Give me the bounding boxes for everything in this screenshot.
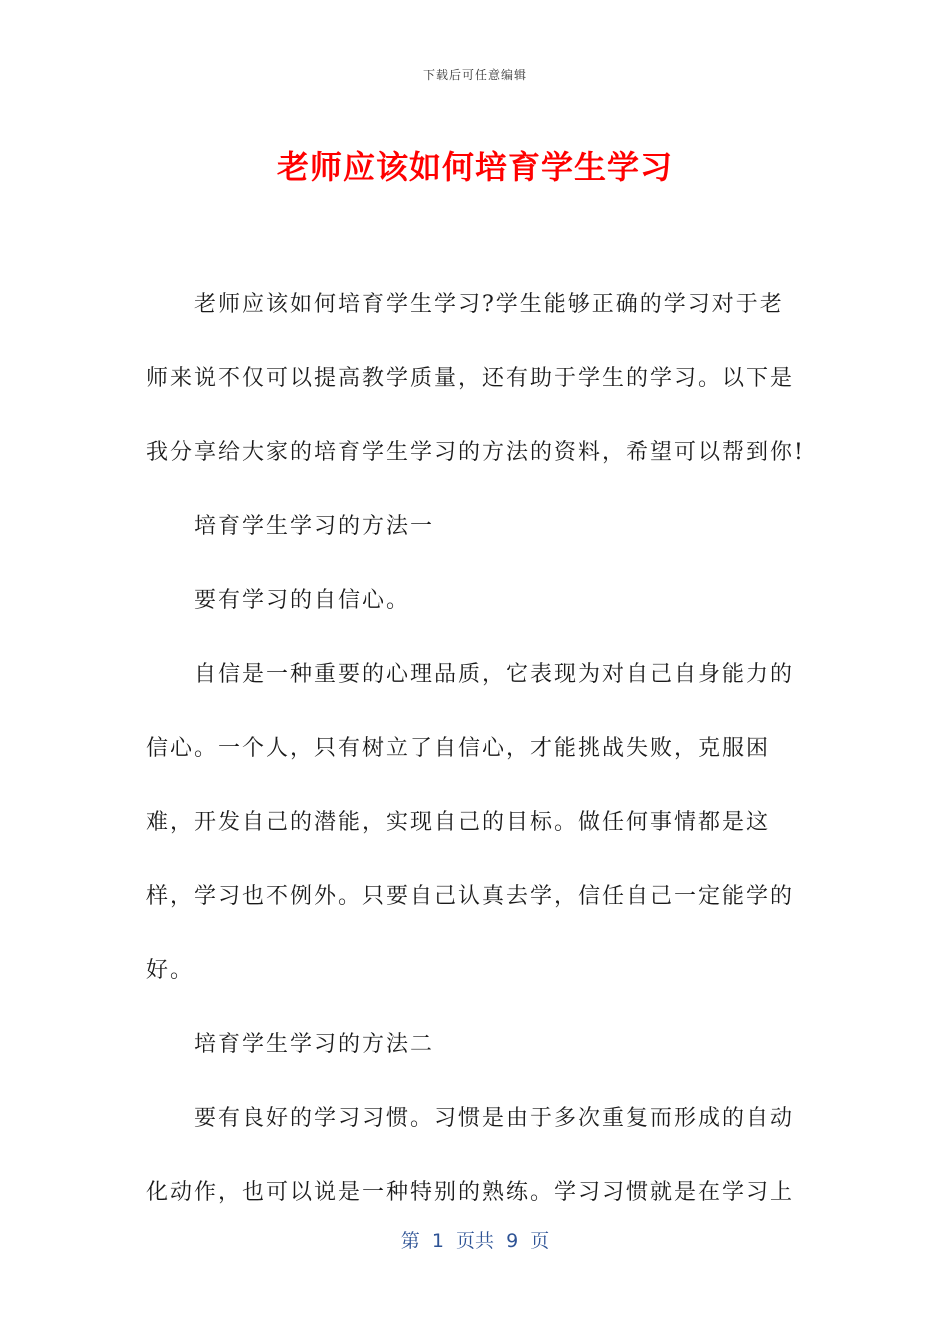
paragraph-confidence: 自信是一种重要的心理品质，它表现为对自己自身能力的信心。一个人，只有树立了自信心，才能挑战失败，克服困难，开发自己的潜能，实现自己的目标。做任何事情都是这样，学习也不例外。只要自己认真去学，信任自己一定能学的好。 (146, 662, 795, 983)
page-number: 第 1 页共 9 页 (400, 1230, 550, 1252)
section-heading-method-two: 培育学生学习的方法二 (194, 1032, 435, 1057)
document-body (146, 268, 806, 1230)
paragraph-habits: 要有良好的学习习惯。习惯是由于多次重复而形成的自动化动作，也可以说是一种特别的熟练。学习习惯就是在学习上 (146, 1106, 795, 1205)
header-note: 下载后可任意编辑 (422, 68, 527, 82)
document-title: 老师应该如何培育学生学习 (276, 148, 673, 186)
paragraph-intro: 老师应该如何培育学生学习?学生能够正确的学习对于老师来说不仅可以提高教学质量，还有助于学生的学习。以下是我分享给大家的培育学生学习的方法的资料，希望可以帮到你! (146, 292, 805, 465)
section-heading-method-one: 培育学生学习的方法一 (194, 514, 435, 539)
paragraph-confidence-heading: 要有学习的自信心。 (194, 588, 411, 613)
